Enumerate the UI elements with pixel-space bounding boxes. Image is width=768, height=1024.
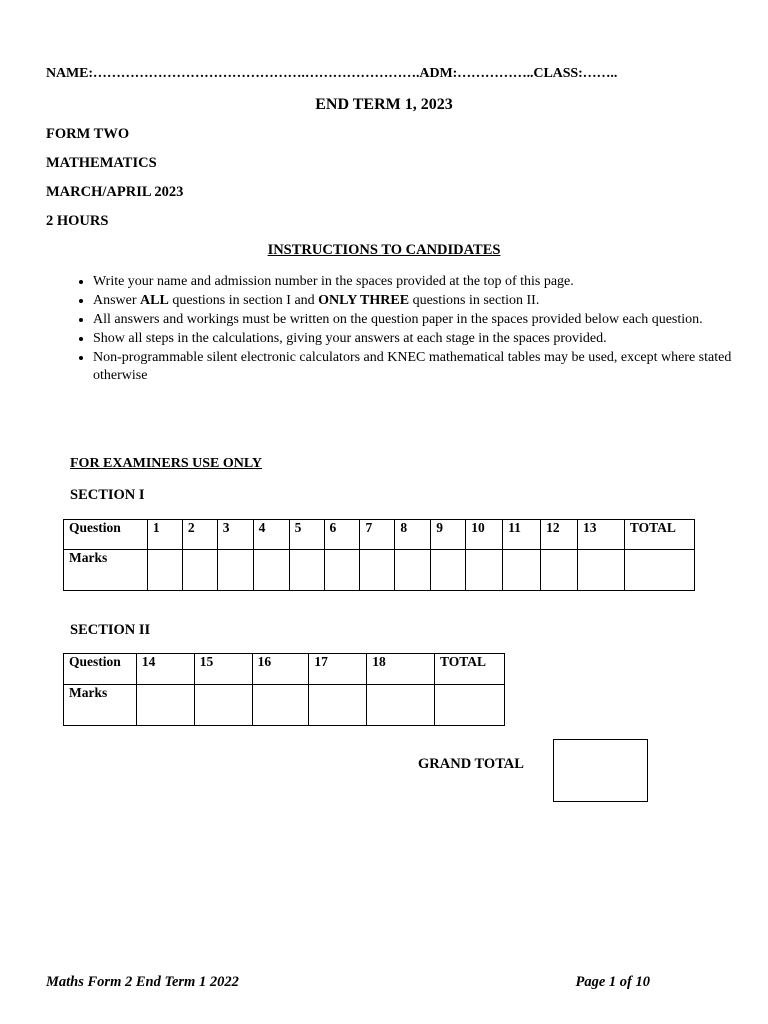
question-number-cell: 18 bbox=[367, 654, 435, 685]
section-1-marks-table bbox=[63, 519, 695, 591]
marks-cell bbox=[578, 550, 625, 591]
question-number-cell: 3 bbox=[217, 520, 253, 550]
total-marks-cell bbox=[624, 550, 694, 591]
question-row bbox=[64, 654, 505, 685]
question-number-cell: 8 bbox=[395, 520, 431, 550]
question-number-cell: 5 bbox=[289, 520, 324, 550]
instruction-text: Non-programmable silent electronic calculators and KNEC mathematical tables may be used, except where stated otherwise bbox=[93, 350, 732, 383]
marks-cell bbox=[324, 550, 360, 591]
row-label-marks: Marks bbox=[64, 550, 148, 591]
marks-cell bbox=[367, 685, 435, 726]
row-label-question: Question bbox=[64, 654, 137, 685]
instruction-item bbox=[93, 273, 747, 291]
question-number-cell: 7 bbox=[360, 520, 395, 550]
question-number-cell: 4 bbox=[253, 520, 289, 550]
instruction-item bbox=[93, 349, 747, 385]
subject: MATHEMATICS bbox=[46, 155, 157, 171]
question-number-cell: 17 bbox=[309, 654, 367, 685]
page-number: Page 1 of 10 bbox=[575, 974, 650, 990]
examiners-heading: FOR EXAMINERS USE ONLY bbox=[70, 456, 263, 471]
question-number-cell: 2 bbox=[182, 520, 217, 550]
marks-cell bbox=[147, 550, 182, 591]
question-number-cell: 1 bbox=[147, 520, 182, 550]
question-number-cell: 6 bbox=[324, 520, 360, 550]
instruction-text: questions in section II. bbox=[409, 293, 540, 308]
form-level: FORM TWO bbox=[46, 126, 130, 142]
question-number-cell: 12 bbox=[541, 520, 578, 550]
marks-cell bbox=[541, 550, 578, 591]
section-1-title: SECTION I bbox=[70, 487, 145, 503]
footer-title: Maths Form 2 End Term 1 2022 bbox=[46, 974, 239, 990]
marks-cell bbox=[136, 685, 194, 726]
marks-row bbox=[64, 550, 695, 591]
total-header-cell: TOTAL bbox=[624, 520, 694, 550]
section-2-title: SECTION II bbox=[70, 622, 151, 638]
instruction-emphasis: ONLY THREE bbox=[318, 293, 410, 308]
row-label-question: Question bbox=[64, 520, 148, 550]
marks-cell bbox=[360, 550, 395, 591]
name-adm-class-line: NAME:……………………………………….…………………….ADM:……………..CLASS:…….. bbox=[46, 66, 618, 81]
marks-cell bbox=[253, 550, 289, 591]
marks-cell bbox=[252, 685, 309, 726]
instruction-text: questions in section I and bbox=[168, 293, 319, 308]
exam-title: END TERM 1, 2023 bbox=[315, 96, 453, 113]
instruction-item bbox=[93, 292, 747, 310]
marks-cell bbox=[309, 685, 367, 726]
marks-cell bbox=[194, 685, 252, 726]
question-number-cell: 9 bbox=[431, 520, 466, 550]
instruction-text: Answer bbox=[93, 293, 141, 308]
row-label-marks: Marks bbox=[64, 685, 137, 726]
instruction-text: Write your name and admission number in the spaces provided at the top of this page. bbox=[93, 274, 574, 289]
marks-cell bbox=[466, 550, 503, 591]
marks-cell bbox=[182, 550, 217, 591]
question-number-cell: 11 bbox=[503, 520, 541, 550]
question-number-cell: 16 bbox=[252, 654, 309, 685]
marks-cell bbox=[289, 550, 324, 591]
instruction-text: Show all steps in the calculations, giving your answers at each stage in the spaces provided. bbox=[93, 331, 607, 346]
exam-duration: 2 HOURS bbox=[46, 213, 109, 229]
marks-row bbox=[64, 685, 505, 726]
question-number-cell: 14 bbox=[136, 654, 194, 685]
total-marks-cell bbox=[435, 685, 505, 726]
section-2-marks-table bbox=[63, 653, 505, 726]
instruction-text: All answers and workings must be written on the question paper in the spaces provided below each question. bbox=[93, 312, 703, 327]
instruction-item bbox=[93, 311, 747, 329]
instruction-item bbox=[93, 330, 747, 348]
marks-cell bbox=[395, 550, 431, 591]
question-number-cell: 13 bbox=[578, 520, 625, 550]
marks-cell bbox=[217, 550, 253, 591]
marks-cell bbox=[431, 550, 466, 591]
exam-period: MARCH/APRIL 2023 bbox=[46, 184, 184, 200]
question-number-cell: 10 bbox=[466, 520, 503, 550]
marks-cell bbox=[503, 550, 541, 591]
instructions-heading: INSTRUCTIONS TO CANDIDATES bbox=[267, 242, 501, 258]
grand-total-box bbox=[553, 739, 648, 802]
instructions-list bbox=[70, 273, 747, 386]
question-row bbox=[64, 520, 695, 550]
grand-total-label: GRAND TOTAL bbox=[418, 756, 524, 772]
total-header-cell: TOTAL bbox=[435, 654, 505, 685]
question-number-cell: 15 bbox=[194, 654, 252, 685]
instruction-emphasis: ALL bbox=[140, 293, 169, 308]
